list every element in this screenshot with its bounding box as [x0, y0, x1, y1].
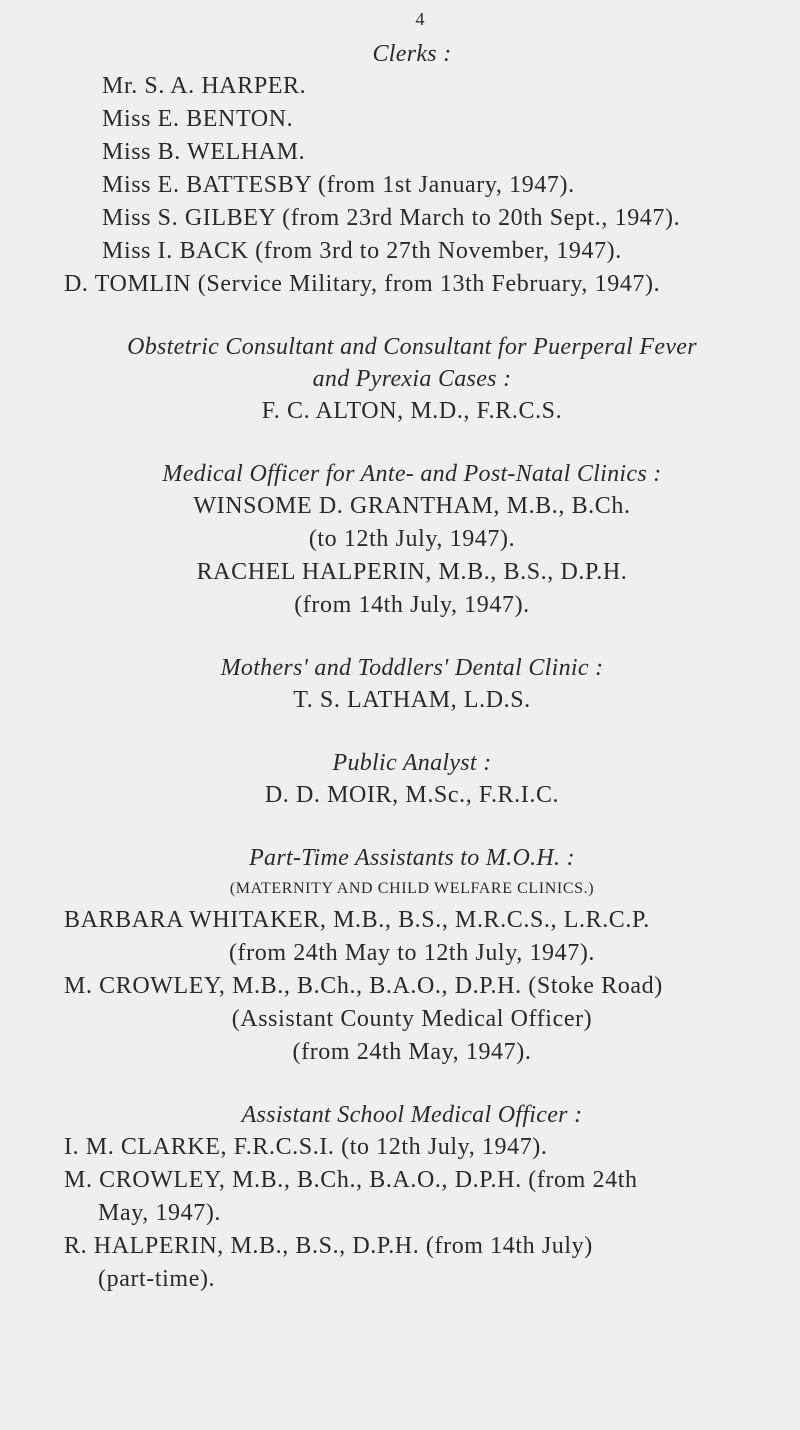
analyst-heading: Public Analyst : [332, 750, 492, 776]
part-time-entry-note: (Assistant County Medical Officer) [231, 1006, 593, 1032]
analyst-name: D. D. MOIR, M.Sc., F.R.I.C. [264, 782, 560, 808]
clerk-name: Mr. S. A. HARPER. [102, 73, 307, 99]
clerk-name: Miss E. BATTESBY (from 1st January, 1947). [102, 172, 575, 198]
medical-officer-heading: Medical Officer for Ante- and Post-Natal Clinics : [162, 461, 662, 487]
page-number: 4 [415, 9, 425, 29]
school-entry-cont: May, 1947). [98, 1200, 222, 1226]
school-section [64, 1099, 760, 1296]
school-entry: R. HALPERIN, M.B., B.S., D.P.H. (from 14th July) [64, 1233, 593, 1259]
part-time-heading: Part-Time Assistants to M.O.H. : [249, 845, 575, 871]
clerk-name: Miss B. WELHAM. [102, 139, 306, 165]
part-time-entry: M. CROWLEY, M.B., B.Ch., B.A.O., D.P.H. (Stoke Road) [64, 973, 663, 999]
school-entry: M. CROWLEY, M.B., B.Ch., B.A.O., D.P.H. (from 24th [64, 1167, 638, 1193]
dental-section [64, 652, 760, 717]
part-time-section [64, 842, 760, 1069]
obstetric-heading-line2: and Pyrexia Cases : [312, 366, 512, 392]
medical-officer-note: (to 12th July, 1947). [308, 526, 516, 552]
medical-officer-note: (from 14th July, 1947). [294, 592, 530, 618]
school-entry: I. M. CLARKE, F.R.C.S.I. (to 12th July, 1947). [64, 1134, 548, 1160]
school-entry-cont: (part-time). [98, 1266, 216, 1292]
clerk-name: Miss I. BACK (from 3rd to 27th November, 1947). [102, 238, 622, 264]
medical-officer-section [64, 458, 760, 622]
dental-heading: Mothers' and Toddlers' Dental Clinic : [220, 655, 604, 681]
obstetric-name: F. C. ALTON, M.D., F.R.C.S. [261, 398, 563, 424]
analyst-section [64, 747, 760, 812]
part-time-subheading: (MATERNITY AND CHILD WELFARE CLINICS.) [229, 880, 595, 897]
clerk-name: Miss E. BENTON. [102, 106, 294, 132]
dental-name: T. S. LATHAM, L.D.S. [293, 687, 531, 713]
obstetric-heading-line1: Obstetric Consultant and Consultant for Puerperal Fever [127, 334, 697, 360]
clerk-name: Miss S. GILBEY (from 23rd March to 20th Sept., 1947). [102, 205, 681, 231]
part-time-entry: BARBARA WHITAKER, M.B., B.S., M.R.C.S., L.R.C.P. [64, 907, 650, 933]
clerk-name: D. TOMLIN (Service Military, from 13th February, 1947). [64, 271, 661, 297]
clerks-heading: Clerks : [372, 41, 452, 67]
part-time-entry-note: (from 24th May, 1947). [292, 1039, 532, 1065]
obstetric-section [64, 331, 760, 428]
part-time-entry-note: (from 24th May to 12th July, 1947). [228, 940, 596, 966]
clerks-section [64, 38, 760, 301]
medical-officer-name: RACHEL HALPERIN, M.B., B.S., D.P.H. [196, 559, 628, 585]
school-heading: Assistant School Medical Officer : [241, 1102, 583, 1128]
medical-officer-name: WINSOME D. GRANTHAM, M.B., B.Ch. [193, 493, 631, 519]
